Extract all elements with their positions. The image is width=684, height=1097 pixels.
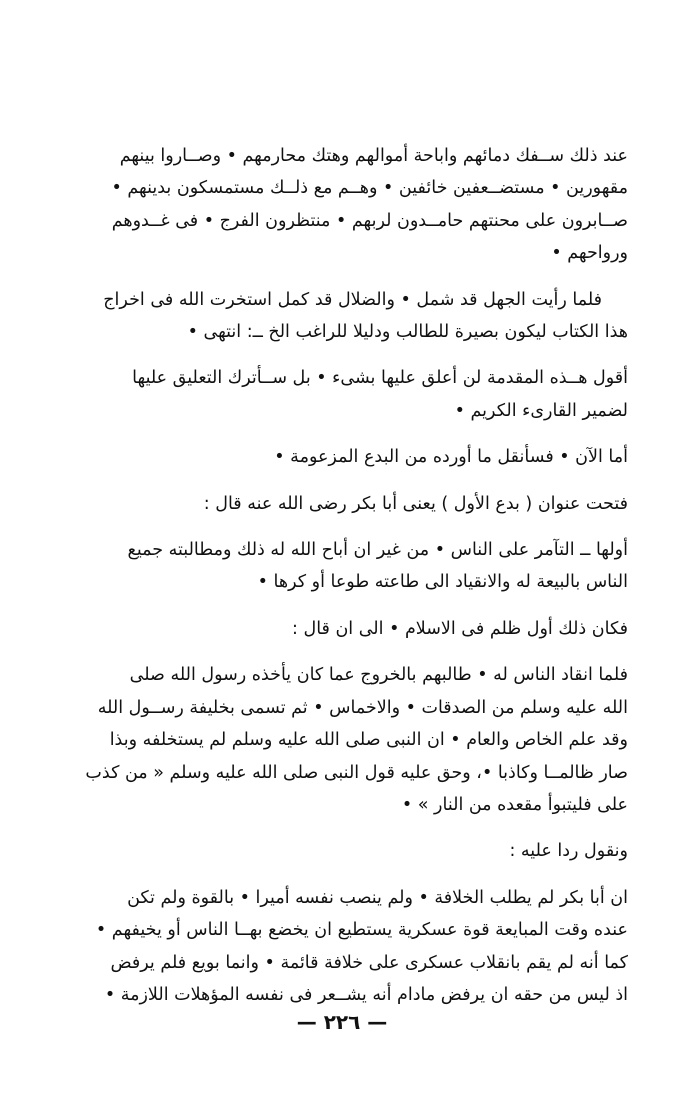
text-line: على فليتبوأ مقعده من النار » • [401, 794, 628, 815]
paragraph-6 [44, 534, 628, 599]
page-number: — ٢٢٦ — [296, 1010, 388, 1034]
paragraph-2 [44, 284, 628, 349]
paragraph-3 [44, 362, 628, 427]
paragraph-7 [44, 613, 628, 645]
text-line: أما الآن • فسأنقل ما أورده من البدع المزعومة • [274, 447, 628, 468]
text-line: الله عليه وسلم من الصدقات • والاخماس • ثم تسمى بخليفة رســول الله [97, 697, 628, 718]
text-line: أقول هــذه المقدمة لن أعلق عليها بشىء • بل ســأترك التعليق عليها [132, 368, 628, 389]
text-line: كما أنه لم يقم بانقلاب عسكرى على خلافة قائمة • وانما بويع فلم يرفض [110, 952, 628, 973]
text-line: ان أبا بكر لم يطلب الخلافة • ولم ينصب نفسه أميرا • بالقوة ولم تكن [127, 887, 628, 908]
text-line: ورواحهم • [551, 243, 628, 264]
text-line: الناس بالبيعة له والانقياد الى طاعته طوعا أو كرها • [257, 572, 628, 593]
text-line: عنده وقت المبايعة قوة عسكرية يستطيع ان يخضع بهــا الناس أو يخيفهم • [95, 920, 628, 941]
text-line: هذا الكتاب ليكون بصيرة للطالب ودليلا للراغب الخ ــ: انتهى • [187, 322, 628, 343]
text-line: صار ظالمــا وكاذبا •، وحق عليه قول النبى صلى الله عليه وسلم « من كذب [85, 762, 628, 783]
text-line: مقهورين • مستضــعفين خائفين • وهــم مع ذلــك مستمسكون بدينهم • [111, 178, 628, 199]
text-line: ونقول ردا عليه : [509, 841, 628, 862]
text-line: عند ذلك ســفك دمائهم واباحة أموالهم وهتك محارمهم • وصــاروا بينهم [119, 146, 628, 166]
text-line: اذ ليس من حقه ان يرفض مادام أنه يشــعر فى نفسه المؤهلات اللازمة • [104, 984, 628, 1005]
paragraph-5 [44, 488, 628, 520]
text-line: فكان ذلك أول ظلم فى الاسلام • الى ان قال : [292, 618, 628, 639]
text-line: لضمير القارىء الكريم • [454, 400, 628, 421]
paragraph-1 [44, 140, 628, 270]
paragraph-9 [44, 835, 628, 867]
text-line: فلما رأيت الجهل قد شمل • والضلال قد كمل استخرت الله فى اخراج [103, 289, 602, 310]
text-line: فتحت عنوان ( بدع الأول ) يعنى أبا بكر رضى الله عنه قال : [203, 493, 628, 514]
text-line: وقد علم الخاص والعام • ان النبى صلى الله عليه وسلم لم يستخلفه وبذا [109, 730, 628, 751]
text-line: صــابرون على محنتهم حامــدون لربهم • منتظرون الفرج • فى غــدوهم [111, 210, 628, 231]
text-line: أولها ــ التآمر على الناس • من غير ان أباح الله له ذلك ومطالبته جميع [127, 540, 628, 561]
page-text [44, 140, 628, 1025]
paragraph-8 [44, 659, 628, 821]
paragraph-4 [44, 441, 628, 473]
paragraph-10 [44, 882, 628, 1012]
text-line: فلما انقاد الناس له • طالبهم بالخروج عما كان يأخذه رسول الله صلى [129, 665, 628, 686]
